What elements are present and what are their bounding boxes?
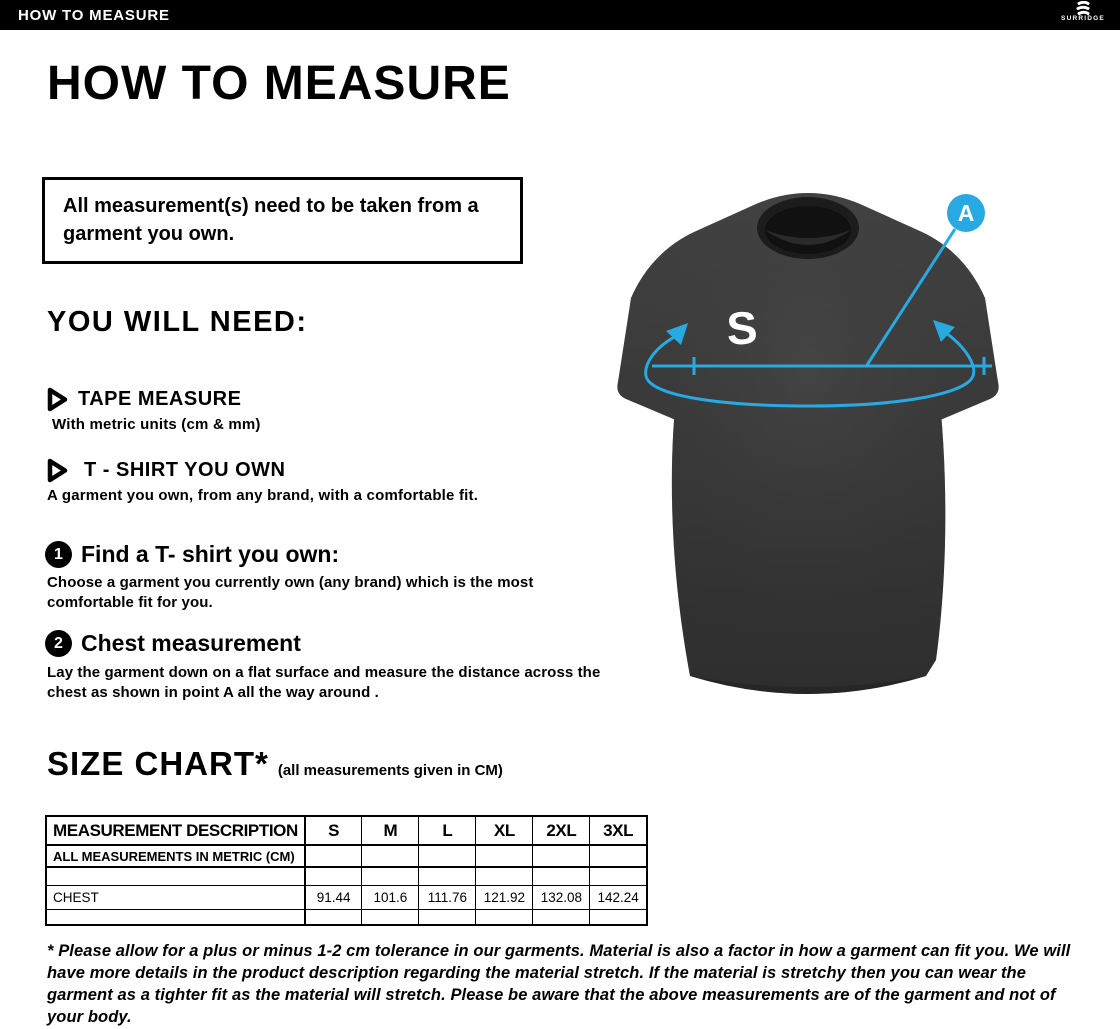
step-number-badge: 2 <box>45 630 72 657</box>
cell <box>305 867 362 886</box>
top-bar <box>0 0 1120 30</box>
top-bar-title: HOW TO MEASURE <box>18 6 170 24</box>
step-title: Find a T- shirt you own: <box>81 541 340 567</box>
table-row <box>46 910 647 926</box>
cell <box>362 867 419 886</box>
step-description: Choose a garment you currently own (any brand) which is the most comfortable fit for you. <box>47 574 534 611</box>
table-row <box>46 845 647 867</box>
cell <box>419 845 476 867</box>
cell <box>533 845 590 867</box>
row-label <box>46 910 305 926</box>
size-chart-table <box>45 815 648 926</box>
shirt-chest-logo: S <box>725 301 759 355</box>
row-label: CHEST <box>46 886 305 910</box>
need-item-description: With metric units (cm & mm) <box>52 416 261 433</box>
tshirt-image <box>617 193 998 694</box>
cell <box>590 845 647 867</box>
size-chart-heading <box>47 745 503 783</box>
cell: 111.76 <box>419 886 476 910</box>
you-will-need-heading: YOU WILL NEED: <box>47 306 308 338</box>
step-number-badge: 1 <box>45 541 72 568</box>
cell <box>362 845 419 867</box>
need-item-description: A garment you own, from any brand, with a comfortable fit. <box>47 487 479 504</box>
table-row <box>46 886 647 910</box>
cell: 132.08 <box>533 886 590 910</box>
cell <box>362 910 419 926</box>
row-label <box>46 867 305 886</box>
tolerance-footnote: * Please allow for a plus or minus 1-2 cm tolerance in our garments. Material is also a factor in how a garment can fit you. We will have more details in the product description regarding the material stretch. If the material is stretchy then you can wear the garment as a tighter fit as the material will stretch. Please be aware that the above measurements are of the garment and not of your body. <box>47 942 1071 1026</box>
cell: 121.92 <box>476 886 533 910</box>
marker-a-badge <box>947 194 985 232</box>
column-header: L <box>419 816 476 845</box>
marker-a-label: A <box>957 200 975 226</box>
cell <box>590 867 647 886</box>
surridge-s-icon <box>1072 1 1094 16</box>
cell <box>533 867 590 886</box>
need-item-label: TAPE MEASURE <box>78 388 242 410</box>
table-header-row <box>46 816 647 845</box>
cell <box>476 845 533 867</box>
column-header: M <box>362 816 419 845</box>
step-1 <box>45 541 339 568</box>
cell <box>419 867 476 886</box>
cell: 101.6 <box>362 886 419 910</box>
cell <box>305 910 362 926</box>
cell <box>419 910 476 926</box>
tshirt-diagram <box>600 138 1120 718</box>
column-header: MEASUREMENT DESCRIPTION <box>46 816 305 845</box>
column-header: S <box>305 816 362 845</box>
measurement-note-box: All measurement(s) need to be taken from a garment you own. <box>42 177 523 264</box>
cell <box>305 845 362 867</box>
column-header: 2XL <box>533 816 590 845</box>
need-item-tshirt <box>47 458 285 483</box>
cell <box>533 910 590 926</box>
size-chart-subtitle: (all measurements given in CM) <box>277 762 503 779</box>
step-title: Chest measurement <box>81 630 301 656</box>
cell: 142.24 <box>590 886 647 910</box>
step-2 <box>45 630 301 657</box>
need-item-label: T - SHIRT YOU OWN <box>84 459 286 481</box>
brand-logo <box>1052 1 1114 22</box>
size-chart-title: SIZE CHART* <box>47 745 269 782</box>
need-item-tape-measure <box>47 387 241 412</box>
column-header: XL <box>476 816 533 845</box>
page-title: HOW TO MEASURE <box>47 57 511 110</box>
cell <box>590 910 647 926</box>
column-header: 3XL <box>590 816 647 845</box>
cell <box>476 910 533 926</box>
triangle-bullet-icon <box>47 387 68 412</box>
table-row <box>46 867 647 886</box>
brand-name: SURRIDGE <box>1061 15 1105 22</box>
cell: 91.44 <box>305 886 362 910</box>
cell <box>476 867 533 886</box>
step-description: Lay the garment down on a flat surface and measure the distance across the chest as shown in point A all the way around . <box>47 664 601 701</box>
row-label: ALL MEASUREMENTS IN METRIC (CM) <box>46 845 305 867</box>
triangle-bullet-icon <box>47 458 68 483</box>
